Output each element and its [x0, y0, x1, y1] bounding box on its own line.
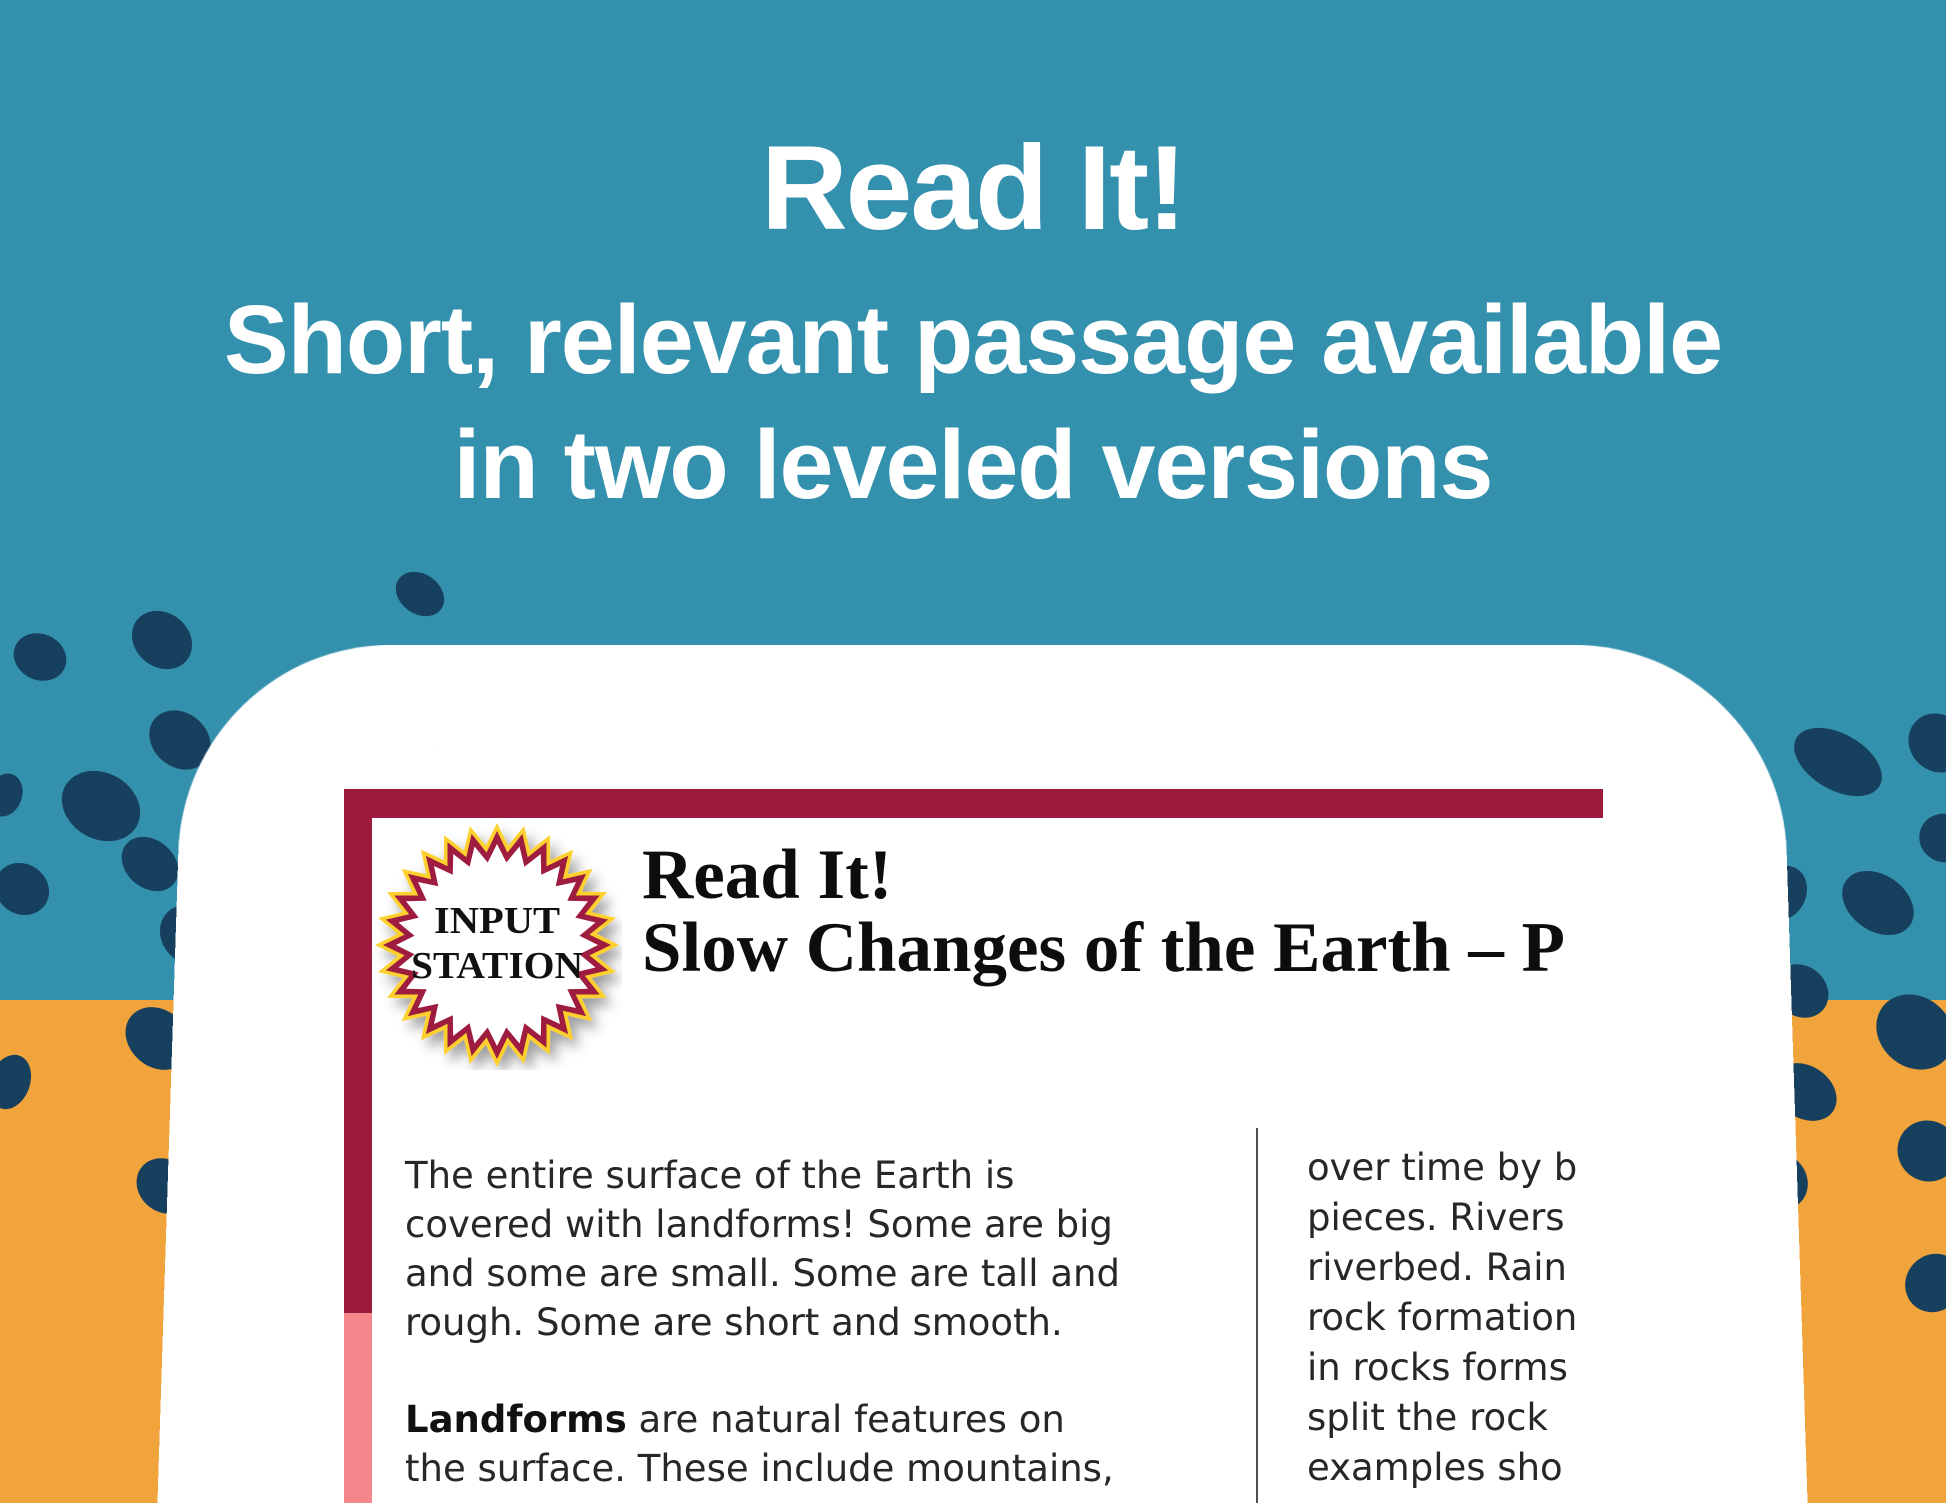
seed-dot — [1896, 701, 1946, 784]
worksheet-preview — [344, 789, 1603, 1503]
hero-subtitle-line-1: Short, relevant passage available — [223, 285, 1723, 394]
seed-dot — [0, 852, 59, 925]
right-col-line: rock formation — [1307, 1296, 1578, 1339]
input-station-badge — [372, 820, 622, 1070]
right-col-line: riverbed. Rain — [1307, 1246, 1567, 1289]
badge-text-station: STATION — [411, 945, 583, 987]
seed-dot — [6, 625, 74, 690]
worksheet-left-border-maroon — [344, 789, 372, 1313]
left-col-line: the surface. These include mountains, — [405, 1447, 1114, 1490]
left-col-line: The entire surface of the Earth is — [405, 1154, 1015, 1197]
seed-dot — [1782, 714, 1893, 810]
left-col-line: and some are small. Some are tall and — [405, 1252, 1120, 1295]
right-col-line: split the rock — [1307, 1396, 1548, 1439]
badge-text-input: INPUT — [434, 900, 560, 942]
hero-subtitle — [0, 277, 1946, 527]
worksheet-top-border — [344, 789, 1603, 818]
column-divider-line — [1256, 1128, 1258, 1503]
hero-subtitle-line-2: in two leveled versions — [453, 410, 1493, 519]
right-col-line: examples sho — [1307, 1446, 1563, 1489]
right-col-line: pieces. Rivers — [1307, 1196, 1565, 1239]
worksheet-heading-topic: Slow Changes of the Earth – P — [642, 909, 1566, 987]
worksheet-heading-read-it: Read It! — [642, 836, 893, 914]
seed-dot — [387, 563, 453, 626]
right-col-line: in rocks forms — [1307, 1346, 1568, 1389]
seed-dot — [1830, 858, 1926, 949]
left-column-paragraph-1 — [405, 1151, 1120, 1347]
left-col-line: covered with landforms! Some are big — [405, 1203, 1113, 1246]
seed-dot — [1910, 805, 1946, 872]
right-col-line: over time by b — [1307, 1146, 1578, 1189]
left-col-line — [405, 1395, 1114, 1444]
left-column-paragraph-2 — [405, 1395, 1114, 1493]
left-col-line: rough. Some are short and smooth. — [405, 1301, 1063, 1344]
seed-dot — [120, 599, 204, 682]
hero-title: Read It! — [760, 121, 1186, 255]
seed-dot — [0, 769, 28, 822]
right-column — [1307, 1143, 1577, 1493]
worksheet-left-border-pink — [344, 1313, 372, 1503]
bold-vocab-word: Landforms — [405, 1398, 627, 1441]
left-col-line-rest: are natural features on — [626, 1398, 1065, 1441]
